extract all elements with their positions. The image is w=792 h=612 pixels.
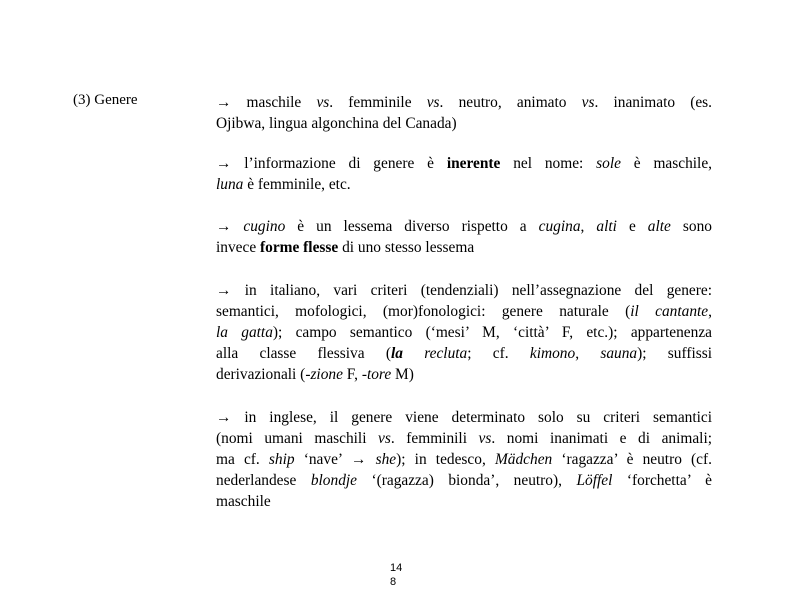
text-line: nederlandese blondje ‘(ragazza) bionda’, neutro), Löffel ‘forchetta’ è: [216, 472, 712, 489]
text-line: Ojibwa, lingua algonchina del Canada): [216, 115, 457, 132]
text-line: → in italiano, vari criteri (tendenziali) nell’assegnazione del genere:: [216, 282, 712, 299]
section-label: (3) Genere: [73, 92, 138, 108]
page-number: [390, 561, 402, 589]
text-line: → in inglese, il genere viene determinato solo su criteri semantici: [216, 409, 712, 426]
paragraph-english-german: [216, 407, 712, 512]
paragraph-lexemes: [216, 216, 712, 258]
text-line: luna è femminile, etc.: [216, 176, 351, 193]
text-line: maschile: [216, 493, 271, 510]
text-line: derivazionali (-zione F, -tore M): [216, 366, 414, 383]
paragraph-italian-criteria: [216, 280, 712, 385]
text-line: ma cf. ship ‘nave’ → she); in tedesco, Mädchen ‘ragazza’ è neutro (cf.: [216, 451, 712, 468]
paragraph-gender-types: [216, 92, 712, 134]
text-line: (nomi umani maschili vs. femminili vs. nomi inanimati e di animali;: [216, 430, 713, 447]
text-line: → cugino è un lessema diverso rispetto a cugina, alti e alte sono: [216, 218, 712, 235]
page-number-bottom: 8: [390, 576, 397, 588]
paragraph-inherent-gender: [216, 153, 712, 195]
text-line: invece forme flesse di uno stesso lessema: [216, 239, 475, 256]
page-number-top: 14: [390, 562, 403, 574]
text-line: → maschile vs. femminile vs. neutro, animato vs. inanimato (es.: [216, 94, 713, 111]
text-line: → l’informazione di genere è inerente nel nome: sole è maschile,: [216, 155, 712, 172]
text-line: la gatta); campo semantico (‘mesi’ M, ‘città’ F, etc.); appartenenza: [216, 324, 712, 341]
text-line: semantici, mofologici, (mor)fonologici: genere naturale (il cantante,: [216, 303, 712, 320]
text-line: alla classe flessiva (la recluta; cf. kimono, sauna); suffissi: [216, 345, 712, 362]
